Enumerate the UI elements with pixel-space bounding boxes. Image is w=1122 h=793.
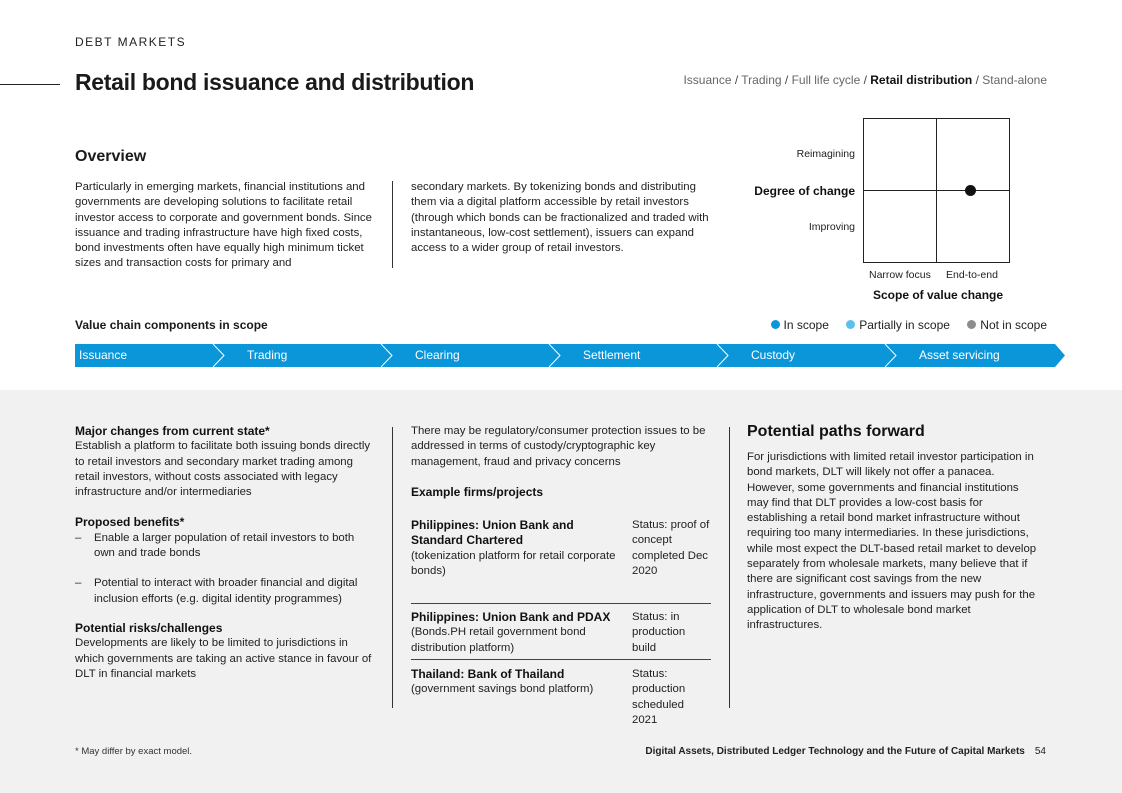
value-chain-step-settlement: Settlement: [583, 348, 641, 362]
benefit-item: [75, 531, 375, 562]
firm-status: Status: in production build: [632, 611, 686, 654]
paths-forward-column: [747, 423, 1037, 634]
breadcrumb-separator: /: [781, 73, 792, 87]
matrix-label-end-to-end: End-to-end: [946, 269, 998, 281]
breadcrumb-item-issuance[interactable]: Issuance: [683, 73, 732, 87]
firm-status: Status: production scheduled 2021: [632, 668, 686, 727]
breadcrumb-item-trading[interactable]: Trading: [741, 73, 782, 87]
details-column-2: [411, 424, 711, 727]
firm-row: [411, 518, 711, 604]
benefit-text: Enable a larger population of retail investors to both own and trade bonds: [94, 531, 355, 560]
matrix-label-improving: Improving: [808, 221, 855, 233]
bullet-mark: –: [75, 531, 82, 544]
legend-label: Partially in scope: [859, 318, 950, 332]
matrix-horizontal-divider: [864, 190, 1009, 191]
bullet-mark: –: [75, 577, 82, 590]
breadcrumb-item-stand-alone[interactable]: Stand-alone: [982, 73, 1047, 87]
value-chain-arrow: [75, 344, 1065, 367]
firm-info: [411, 518, 616, 579]
matrix-y-axis-title: Degree of change: [754, 184, 855, 198]
firm-status: Status: proof of concept completed Dec 2020: [632, 519, 710, 578]
firm-name: Philippines: Union Bank and PDAX: [411, 610, 611, 625]
not-in-scope-dot-icon: [967, 320, 976, 329]
column-divider: [392, 181, 393, 268]
paths-forward-title: Potential paths forward: [747, 423, 925, 440]
firm-description: (Bonds.PH retail government bond distribution platform): [411, 626, 586, 654]
value-chain-step-issuance: Issuance: [79, 348, 128, 362]
legend-label: Not in scope: [980, 318, 1047, 332]
page-title: Retail bond issuance and distribution: [75, 69, 475, 95]
title-rule: [0, 84, 60, 85]
benefit-text: Potential to interact with broader financial and digital inclusion efforts (e.g. digital identity programmes): [94, 577, 358, 605]
firm-row: [411, 660, 711, 727]
risks-title: Potential risks/challenges: [75, 620, 223, 635]
paths-forward-text: For jurisdictions with limited retail investor participation in bond markets, DLT will likely not offer a panacea. However, some governments and financial institutions may find that DLT provides a low-cost basis for establishing a retail bond market infrastructure without requiring too many intermediaries. In these jurisdictions, while most expect the DLT-based retail market to develop separately from wholesale markets, many believe that if there are significant cost savings from the new infrastructure, governments and issuers may push for the application of DLT to wholesale bond market infrastructures.: [747, 451, 1037, 632]
breadcrumb-item-retail-distribution[interactable]: Retail distribution: [870, 73, 973, 87]
matrix-label-narrow-focus: Narrow focus: [869, 269, 931, 281]
breadcrumb-separator: /: [972, 73, 983, 87]
value-chain-step-trading: Trading: [247, 348, 288, 362]
major-changes-text: Establish a platform to facilitate both issuing bonds directly to retail investors and secondary market trading among retail investors, without costs associated with legacy infrastructure and/or intermediaries: [75, 440, 371, 499]
value-chain-step-asset-servicing: Asset servicing: [919, 348, 1000, 362]
legend-item-in-scope: [771, 318, 829, 332]
page-number: 54: [1034, 746, 1046, 757]
risks-text-continued: There may be regulatory/consumer protection issues to be addressed in terms of custody/cryptographic key management, fraud and privacy concerns: [411, 425, 706, 468]
page-footer: [560, 746, 1046, 757]
report-title: Digital Assets, Distributed Ledger Technology and the Future of Capital Markets: [645, 746, 1025, 757]
footnote: * May differ by exact model.: [75, 746, 193, 757]
value-chain-step-clearing: Clearing: [415, 348, 460, 362]
firm-row: [411, 604, 711, 660]
breadcrumb-separator: /: [731, 73, 742, 87]
firm-info: [411, 667, 616, 698]
breadcrumb-separator: /: [860, 73, 871, 87]
overview-text-col2: secondary markets. By tokenizing bonds and distributing them via a digital platform accessible by retail investors (through which bonds can be fractionalized and traded with instantaneous, low-cost settlement), issuers can expand access to a wider group of retail investors.: [411, 181, 709, 255]
matrix-label-reimagining: Reimagining: [796, 148, 855, 160]
section-label: DEBT MARKETS: [75, 35, 187, 49]
value-change-matrix: [863, 118, 1010, 263]
overview-text-col1: Particularly in emerging markets, financial institutions and governments are developing solutions to facilitate retail investor access to corporate and government bonds. Since issuance and trading infrastructure have high fixed costs, bond investments often have equally high minimum ticket sizes and transaction costs for primary and: [75, 181, 372, 270]
firm-info: [411, 610, 616, 656]
firm-name: Thailand: Bank of Thailand: [411, 667, 565, 682]
partially-in-scope-dot-icon: [846, 320, 855, 329]
firms-title: Example firms/projects: [411, 484, 544, 499]
breadcrumb: [560, 73, 1047, 87]
column-divider: [392, 427, 393, 708]
column-divider: [729, 427, 730, 708]
firm-name: Philippines: Union Bank and Standard Chartered: [411, 518, 574, 548]
firm-description: (government savings bond platform): [411, 683, 594, 696]
benefit-item: [75, 576, 375, 607]
value-chain-title: Value chain components in scope: [75, 318, 268, 332]
details-column-1: [75, 424, 375, 682]
value-chain-step-custody: Custody: [751, 348, 796, 362]
matrix-x-axis-title: Scope of value change: [873, 288, 1004, 302]
breadcrumb-item-full-life-cycle[interactable]: Full life cycle: [791, 73, 861, 87]
legend-item-partially-in-scope: [846, 318, 950, 332]
firm-description: (tokenization platform for retail corporate bonds): [411, 549, 616, 578]
scope-legend: [700, 318, 1047, 332]
legend-label: In scope: [783, 318, 829, 332]
benefits-title: Proposed benefits*: [75, 515, 185, 530]
overview-title: Overview: [75, 148, 147, 165]
in-scope-dot-icon: [771, 320, 780, 329]
value-chain-bar: [75, 344, 1065, 367]
risks-text: Developments are likely to be limited to jurisdictions in which governments are taking an active stance in favour of DLT in financial markets: [75, 637, 372, 680]
major-changes-title: Major changes from current state*: [75, 424, 270, 438]
matrix-position-dot: [965, 185, 976, 196]
legend-item-not-in-scope: [967, 318, 1047, 332]
